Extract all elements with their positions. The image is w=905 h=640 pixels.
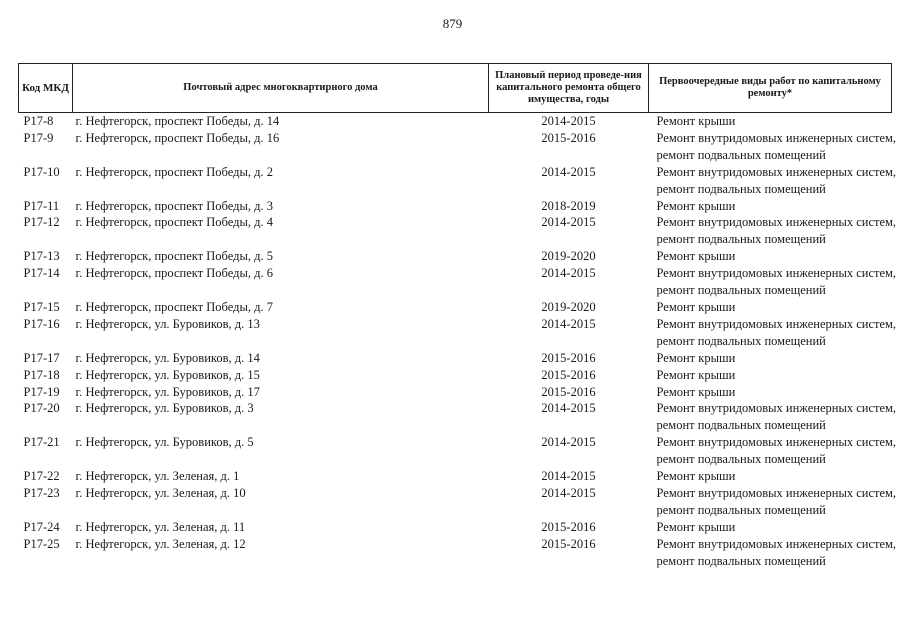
row-work-line: ремонт подвальных помещений	[656, 553, 826, 568]
row-work	[649, 265, 897, 299]
row-work-line: ремонт подвальных помещений	[656, 232, 826, 247]
row-period: 2015-2016	[541, 130, 596, 145]
row-work-line: ремонт подвальных помещений	[656, 452, 826, 467]
row-period: 2018-2019	[541, 198, 596, 213]
row-address: г. Нефтегорск, проспект Победы, д. 14	[75, 114, 280, 128]
row-work-line: ремонт подвальных помещений	[656, 147, 826, 162]
table-header	[19, 64, 892, 113]
row-work	[649, 536, 897, 570]
row-address: г. Нефтегорск, ул. Буровиков, д. 13	[75, 316, 260, 331]
row-code: Р17-23	[23, 485, 60, 500]
row-work-line: Ремонт внутридомовых инженерных систем,	[656, 266, 897, 281]
row-address: г. Нефтегорск, ул. Зеленая, д. 12	[75, 536, 246, 551]
row-work-line: Ремонт крыши	[656, 384, 736, 399]
row-work-line: ремонт подвальных помещений	[656, 283, 826, 298]
row-work	[649, 350, 892, 367]
header-address: Почтовый адрес многоквартирного дома	[73, 64, 489, 113]
table-row	[19, 113, 892, 130]
row-period: 2014-2015	[541, 164, 596, 179]
row-code: Р17-21	[23, 435, 60, 450]
row-work	[649, 367, 892, 384]
row-code: Р17-9	[23, 130, 54, 145]
row-period: 2015-2016	[541, 384, 596, 399]
row-period: 2014-2015	[541, 401, 596, 416]
table-body	[19, 113, 897, 570]
row-address: г. Нефтегорск, проспект Победы, д. 6	[75, 266, 273, 281]
row-address: г. Нефтегорск, ул. Буровиков, д. 15	[75, 367, 260, 382]
row-code: Р17-12	[23, 215, 60, 230]
row-period: 2014-2015	[541, 215, 596, 230]
row-period: 2015-2016	[541, 350, 596, 365]
row-work-line: Ремонт внутридомовых инженерных систем,	[656, 485, 897, 500]
row-work-line: Ремонт крыши	[656, 198, 736, 213]
row-address: г. Нефтегорск, проспект Победы, д. 3	[75, 198, 273, 213]
row-work-line: Ремонт внутридомовых инженерных систем,	[656, 435, 897, 450]
row-period: 2014-2015	[541, 114, 596, 128]
row-period: 2014-2015	[541, 485, 596, 500]
row-work-line: Ремонт внутридомовых инженерных систем,	[656, 164, 897, 179]
table-row	[19, 265, 892, 299]
row-work	[649, 384, 892, 401]
row-work-line: Ремонт внутридомовых инженерных систем,	[656, 215, 897, 230]
row-code: Р17-25	[23, 536, 60, 551]
row-work-line: Ремонт крыши	[656, 350, 736, 365]
row-work	[649, 316, 897, 350]
housing-repair-table	[18, 63, 897, 569]
row-period: 2019-2020	[541, 299, 596, 314]
table-row	[19, 468, 892, 485]
row-code: Р17-24	[23, 519, 60, 534]
row-work	[649, 214, 897, 248]
row-work	[649, 198, 892, 215]
row-work	[649, 248, 892, 265]
table-row	[19, 367, 892, 384]
row-code: Р17-11	[23, 198, 60, 213]
header-period: Плановый период проведе-ния капитального ремонта общего имущества, годы	[489, 64, 649, 113]
table-row	[19, 198, 892, 215]
row-code: Р17-10	[23, 164, 60, 179]
row-work-line: Ремонт крыши	[656, 114, 736, 128]
row-code: Р17-17	[23, 350, 60, 365]
row-address: г. Нефтегорск, ул. Буровиков, д. 14	[75, 350, 260, 365]
table-row	[19, 350, 892, 367]
row-address: г. Нефтегорск, ул. Буровиков, д. 17	[75, 384, 260, 399]
row-code: Р17-19	[23, 384, 60, 399]
row-work-line: Ремонт крыши	[656, 367, 736, 382]
row-work-line: ремонт подвальных помещений	[656, 181, 826, 196]
table-row	[19, 434, 892, 468]
row-code: Р17-14	[23, 266, 60, 281]
row-code: Р17-20	[23, 401, 60, 416]
row-work-line: Ремонт крыши	[656, 469, 736, 484]
row-period: 2014-2015	[541, 266, 596, 281]
table-row	[19, 536, 892, 570]
row-period: 2015-2016	[541, 536, 596, 551]
row-work-line: Ремонт внутридомовых инженерных систем,	[656, 130, 897, 145]
row-period: 2014-2015	[541, 316, 596, 331]
row-period: 2014-2015	[541, 469, 596, 484]
row-period: 2014-2015	[541, 435, 596, 450]
row-work	[649, 113, 892, 130]
row-period: 2015-2016	[541, 519, 596, 534]
row-code: Р17-18	[23, 367, 60, 382]
row-address: г. Нефтегорск, проспект Победы, д. 2	[75, 164, 273, 179]
row-address: г. Нефтегорск, проспект Победы, д. 5	[75, 249, 273, 264]
row-work-line: Ремонт крыши	[656, 519, 736, 534]
row-work-line: ремонт подвальных помещений	[656, 418, 826, 433]
row-address: г. Нефтегорск, проспект Победы, д. 7	[75, 299, 273, 314]
row-work	[649, 468, 892, 485]
row-work-line: Ремонт крыши	[656, 249, 736, 264]
table-row	[19, 485, 892, 519]
row-work	[649, 299, 892, 316]
table-row	[19, 248, 892, 265]
row-work	[649, 485, 897, 519]
row-work-line: Ремонт внутридомовых инженерных систем,	[656, 536, 897, 551]
table-row	[19, 214, 892, 248]
row-address: г. Нефтегорск, ул. Буровиков, д. 3	[75, 401, 254, 416]
row-work	[649, 164, 897, 198]
table-row	[19, 384, 892, 401]
row-work-line: ремонт подвальных помещений	[656, 502, 826, 517]
row-work-line: Ремонт крыши	[656, 299, 736, 314]
row-address: г. Нефтегорск, ул. Зеленая, д. 10	[75, 485, 246, 500]
row-address: г. Нефтегорск, проспект Победы, д. 16	[75, 130, 280, 145]
row-period: 2015-2016	[541, 367, 596, 382]
row-address: г. Нефтегорск, ул. Зеленая, д. 11	[75, 519, 246, 534]
row-address: г. Нефтегорск, ул. Буровиков, д. 5	[75, 435, 254, 450]
row-code: Р17-15	[23, 299, 60, 314]
row-period: 2019-2020	[541, 249, 596, 264]
row-code: Р17-13	[23, 249, 60, 264]
row-work	[649, 400, 897, 434]
row-work-line: Ремонт внутридомовых инженерных систем,	[656, 401, 897, 416]
table-row	[19, 299, 892, 316]
row-code: Р17-22	[23, 469, 60, 484]
row-code: Р17-16	[23, 316, 60, 331]
table-row	[19, 519, 892, 536]
row-address: г. Нефтегорск, ул. Зеленая, д. 1	[75, 469, 240, 484]
table-row	[19, 130, 892, 164]
row-code: Р17-8	[23, 114, 54, 128]
row-work-line: Ремонт внутридомовых инженерных систем,	[656, 316, 897, 331]
table-row	[19, 164, 892, 198]
table-row	[19, 316, 892, 350]
header-work: Первоочередные виды работ по капитальному ремонту*	[649, 64, 892, 113]
row-work	[649, 434, 897, 468]
page-number: 879	[442, 16, 463, 31]
row-address: г. Нефтегорск, проспект Победы, д. 4	[75, 215, 273, 230]
row-work	[649, 519, 892, 536]
header-code: Код МКД	[19, 64, 73, 113]
table-row	[19, 400, 892, 434]
row-work	[649, 130, 897, 164]
row-work-line: ремонт подвальных помещений	[656, 333, 826, 348]
